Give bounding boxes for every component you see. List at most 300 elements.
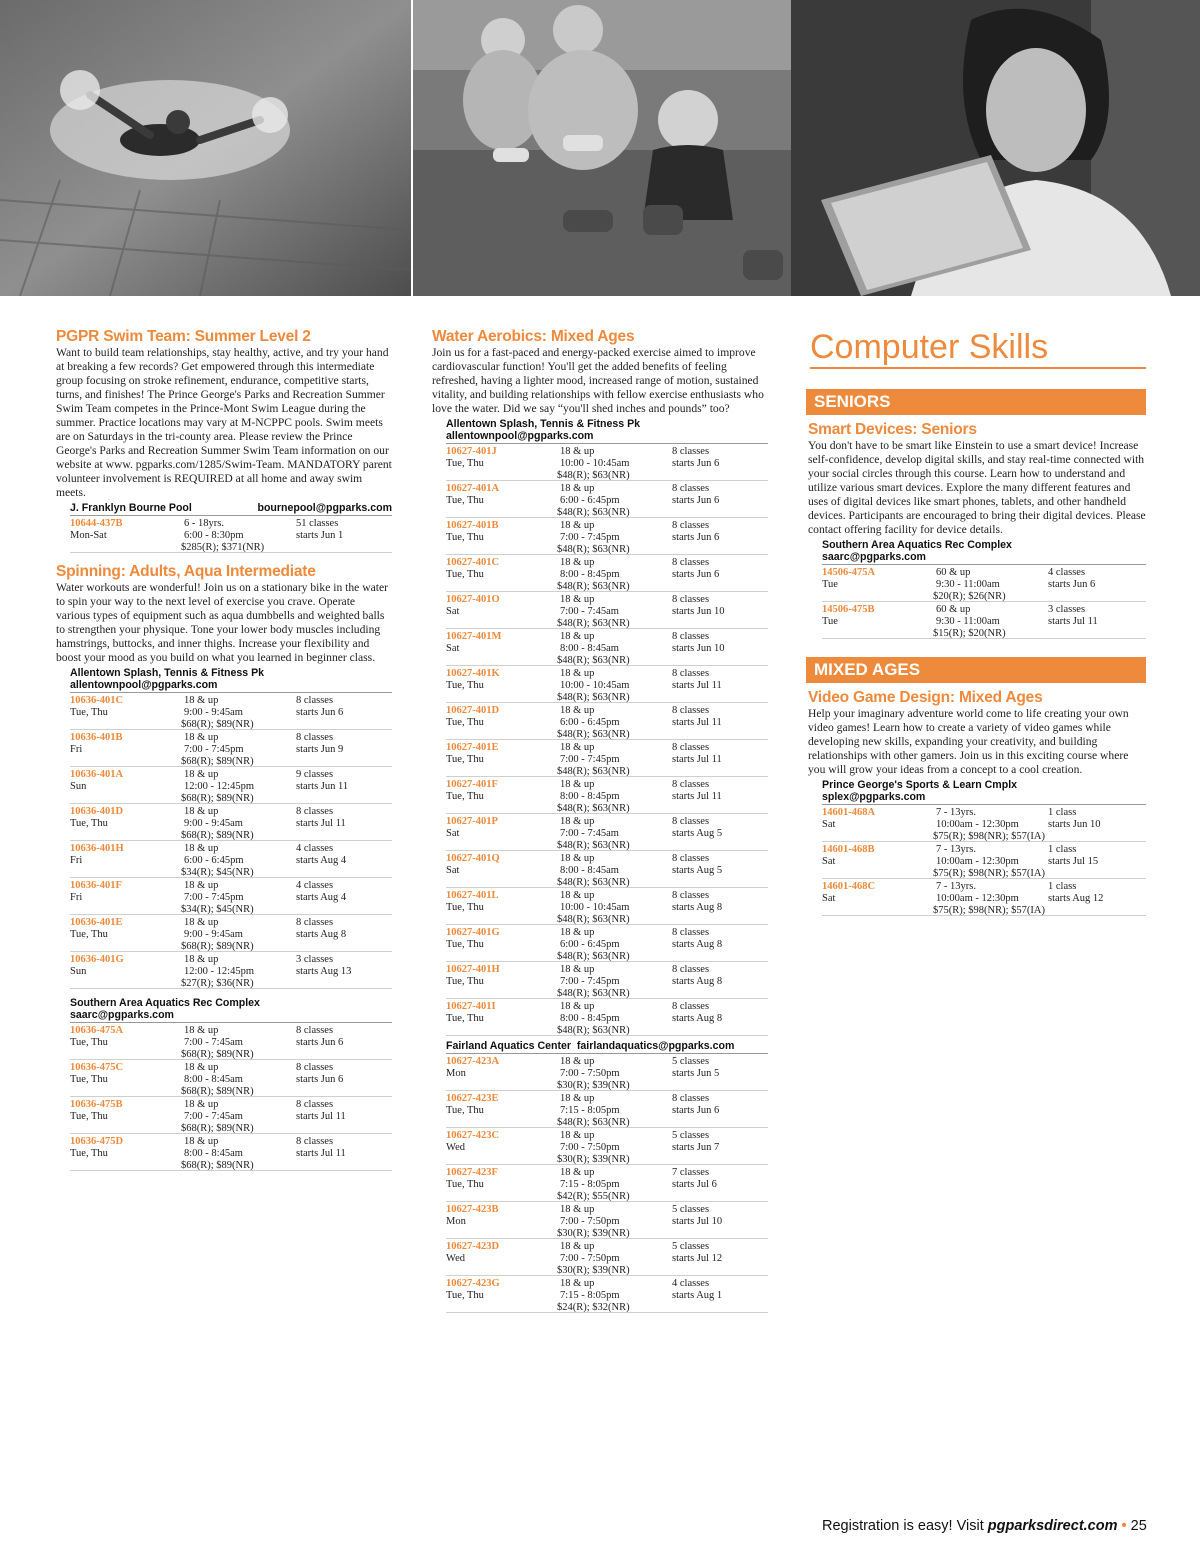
- mixed-ages-band: MIXED AGES: [806, 657, 1146, 683]
- course-classes: 8 classes: [672, 482, 710, 494]
- course-days: Tue, Thu: [446, 1104, 484, 1116]
- course-classes: 8 classes: [672, 556, 710, 568]
- course-start: starts Aug 8: [672, 975, 723, 987]
- course-age: 18 & up: [560, 1240, 595, 1252]
- course-start: starts Aug 5: [672, 864, 723, 876]
- course-start: starts Aug 5: [672, 827, 723, 839]
- course-code[interactable]: 10636-475A: [70, 1024, 124, 1036]
- course-days: Tue, Thu: [70, 1110, 108, 1122]
- course-time: 7:00 - 7:50pm: [560, 1215, 620, 1227]
- location-email[interactable]: bournepool@pgparks.com: [257, 502, 392, 514]
- course-code[interactable]: 10627-401E: [446, 741, 499, 753]
- course-price: $30(R); $39(NR): [557, 1154, 630, 1166]
- course-time: 8:00 - 8:45am: [184, 1073, 243, 1085]
- course-start: starts Jun 7: [672, 1141, 720, 1153]
- course-age: 18 & up: [184, 916, 219, 928]
- course-age: 18 & up: [560, 593, 595, 605]
- course-start: starts Jun 1: [296, 529, 344, 541]
- course-classes: 7 classes: [672, 1166, 710, 1178]
- smart-devices-description: You don't have to be smart like Einstein to use a smart device! Increase self-confidence, develop digital skills, and stay real-time connected with your social circles through this course. Learn how to understand and utilize various smart devices. Explore the many different features and uses of digital devices like smart phones, tablets, and other handheld devices. Participants are encouraged to bring their digital devices. Please contact offering facility for device details.: [808, 439, 1146, 536]
- course-time: 7:00 - 7:50pm: [560, 1252, 620, 1264]
- course-code[interactable]: 10627-401P: [446, 815, 498, 827]
- course-price: $75(R); $98(NR); $57(IA): [933, 905, 1045, 917]
- course-code[interactable]: 10627-401K: [446, 667, 500, 679]
- table-row: [70, 1134, 392, 1171]
- course-price: $48(R); $63(NR): [557, 581, 630, 593]
- course-code[interactable]: 10636-401H: [70, 842, 124, 854]
- smart-devices-title: Smart Devices: Seniors: [808, 421, 977, 438]
- course-age: 18 & up: [184, 1098, 219, 1110]
- course-start: starts Aug 13: [296, 965, 352, 977]
- table-row: [70, 516, 392, 553]
- course-days: Tue, Thu: [70, 817, 108, 829]
- location-email[interactable]: saarc@pgparks.com: [70, 1009, 174, 1021]
- course-days: Mon: [446, 1067, 466, 1079]
- location-header: [70, 667, 392, 693]
- location-name: Fairland Aquatics Center: [446, 1040, 571, 1052]
- location-header: [822, 779, 1146, 805]
- course-age: 18 & up: [560, 1055, 595, 1067]
- course-time: 10:00 - 10:45am: [560, 457, 630, 469]
- course-code[interactable]: 10627-401L: [446, 889, 499, 901]
- course-price: $68(R); $89(NR): [181, 1049, 254, 1061]
- course-price: $48(R); $63(NR): [557, 766, 630, 778]
- course-age: 18 & up: [560, 1277, 595, 1289]
- course-age: 18 & up: [560, 556, 595, 568]
- course-age: 18 & up: [560, 1092, 595, 1104]
- course-price: $15(R); $20(NR): [933, 628, 1006, 640]
- course-price: $68(R); $89(NR): [181, 941, 254, 953]
- course-price: $68(R); $89(NR): [181, 1086, 254, 1098]
- course-days: Sat: [446, 864, 460, 876]
- course-age: 18 & up: [184, 1135, 219, 1147]
- course-time: 10:00 - 10:45am: [560, 901, 630, 913]
- course-time: 12:00 - 12:45pm: [184, 780, 254, 792]
- course-classes: 5 classes: [672, 1240, 710, 1252]
- course-code[interactable]: 10627-423D: [446, 1240, 500, 1252]
- course-time: 8:00 - 8:45am: [184, 1147, 243, 1159]
- course-price: $48(R); $63(NR): [557, 655, 630, 667]
- course-classes: 8 classes: [296, 1098, 334, 1110]
- course-code[interactable]: 10627-401J: [446, 445, 497, 457]
- course-code[interactable]: 10627-423G: [446, 1277, 500, 1289]
- course-time: 7:15 - 8:05pm: [560, 1289, 620, 1301]
- course-start: starts Jul 11: [672, 753, 722, 765]
- course-age: 18 & up: [560, 852, 595, 864]
- course-age: 18 & up: [184, 694, 219, 706]
- course-classes: 8 classes: [672, 1000, 710, 1012]
- course-code[interactable]: 10627-401G: [446, 926, 500, 938]
- footer-text: Registration is easy! Visit: [822, 1518, 984, 1534]
- course-code[interactable]: 10636-475C: [70, 1061, 124, 1073]
- course-age: 18 & up: [560, 1203, 595, 1215]
- location-email[interactable]: allentownpool@pgparks.com: [70, 679, 218, 691]
- location-email[interactable]: splex@pgparks.com: [822, 791, 926, 803]
- course-code[interactable]: 10627-423C: [446, 1129, 500, 1141]
- course-start: starts Jun 6: [672, 457, 720, 469]
- course-time: 8:00 - 8:45am: [560, 864, 619, 876]
- course-time: 7:00 - 7:45pm: [560, 975, 620, 987]
- course-start: starts Jun 6: [672, 568, 720, 580]
- course-age: 18 & up: [560, 482, 595, 494]
- course-days: Fri: [70, 854, 83, 866]
- course-age: 18 & up: [560, 519, 595, 531]
- course-code[interactable]: 10636-401G: [70, 953, 124, 965]
- course-days: Sat: [822, 855, 836, 867]
- course-age: 18 & up: [184, 842, 219, 854]
- course-time: 6:00 - 6:45pm: [560, 494, 620, 506]
- footer-url[interactable]: pgparksdirect.com: [987, 1518, 1118, 1534]
- table-row: [446, 999, 768, 1036]
- course-days: Tue, Thu: [70, 928, 108, 940]
- course-start: starts Jun 6: [672, 531, 720, 543]
- table-row: [446, 851, 768, 888]
- course-price: $68(R); $89(NR): [181, 719, 254, 731]
- course-price: $30(R); $39(NR): [557, 1265, 630, 1277]
- course-classes: 8 classes: [296, 694, 334, 706]
- course-days: Tue, Thu: [446, 1012, 484, 1024]
- course-days: Sun: [70, 965, 87, 977]
- course-days: Tue, Thu: [446, 938, 484, 950]
- course-start: starts Aug 8: [296, 928, 347, 940]
- course-code[interactable]: 10627-401C: [446, 556, 500, 568]
- course-days: Tue, Thu: [446, 753, 484, 765]
- course-price: $24(R); $32(NR): [557, 1302, 630, 1314]
- course-classes: 8 classes: [296, 1024, 334, 1036]
- course-code[interactable]: 14506-475A: [822, 566, 876, 578]
- course-code[interactable]: 10627-401O: [446, 593, 500, 605]
- course-price: $48(R); $63(NR): [557, 840, 630, 852]
- course-time: 7:00 - 7:45am: [184, 1036, 243, 1048]
- course-code[interactable]: 10627-401H: [446, 963, 500, 975]
- course-classes: 5 classes: [672, 1129, 710, 1141]
- course-code[interactable]: 10636-401D: [70, 805, 124, 817]
- course-classes: 1 class: [1048, 806, 1077, 818]
- course-time: 10:00 - 10:45am: [560, 679, 630, 691]
- course-time: 10:00am - 12:30pm: [936, 892, 1019, 904]
- course-code[interactable]: 10636-401C: [70, 694, 124, 706]
- course-time: 10:00am - 12:30pm: [936, 818, 1019, 830]
- location-name: Southern Area Aquatics Rec Complex: [70, 997, 260, 1009]
- spinning-title: Spinning: Adults, Aqua Intermediate: [56, 563, 316, 580]
- location-name: Prince George's Sports & Learn Cmplx: [822, 779, 1018, 791]
- course-days: Wed: [446, 1141, 465, 1153]
- course-code[interactable]: 10636-475B: [70, 1098, 123, 1110]
- course-days: Tue: [822, 615, 838, 627]
- course-days: Sat: [822, 892, 836, 904]
- course-code[interactable]: 10627-423B: [446, 1203, 499, 1215]
- course-days: Sat: [446, 642, 460, 654]
- course-price: $48(R); $63(NR): [557, 1025, 630, 1037]
- course-age: 18 & up: [560, 445, 595, 457]
- table-row: [70, 1060, 392, 1097]
- table-row: [822, 565, 1146, 602]
- course-classes: 8 classes: [672, 445, 710, 457]
- course-age: 18 & up: [560, 667, 595, 679]
- course-code[interactable]: 10627-423F: [446, 1166, 498, 1178]
- course-price: $68(R); $89(NR): [181, 830, 254, 842]
- table-row: [70, 952, 392, 989]
- course-classes: 4 classes: [296, 842, 334, 854]
- course-days: Sat: [446, 827, 460, 839]
- table-row: [446, 777, 768, 814]
- location-name: J. Franklyn Bourne Pool: [70, 502, 192, 514]
- footer-separator: •: [1121, 1518, 1127, 1534]
- video-game-title: Video Game Design: Mixed Ages: [808, 689, 1043, 706]
- course-age: 6 - 18yrs.: [184, 517, 224, 529]
- table-row: [446, 814, 768, 851]
- course-time: 7:00 - 7:50pm: [560, 1141, 620, 1153]
- course-time: 9:00 - 9:45am: [184, 706, 243, 718]
- table-row: [446, 518, 768, 555]
- course-code[interactable]: 10636-401B: [70, 731, 123, 743]
- course-classes: 8 classes: [296, 916, 334, 928]
- course-classes: 3 classes: [1048, 603, 1086, 615]
- course-price: $48(R); $63(NR): [557, 470, 630, 482]
- course-code[interactable]: 14601-468B: [822, 843, 875, 855]
- course-age: 18 & up: [560, 889, 595, 901]
- course-time: 6:00 - 6:45pm: [184, 854, 244, 866]
- course-age: 18 & up: [184, 805, 219, 817]
- course-table: [822, 565, 1146, 639]
- course-days: Mon-Sat: [70, 529, 107, 541]
- course-table: [446, 444, 768, 1036]
- course-time: 9:00 - 9:45am: [184, 817, 243, 829]
- course-age: 18 & up: [184, 1024, 219, 1036]
- photo-senior-tablet: [791, 0, 1200, 296]
- course-days: Fri: [70, 743, 83, 755]
- course-start: starts Aug 8: [672, 1012, 723, 1024]
- course-classes: 8 classes: [296, 805, 334, 817]
- table-row: [70, 1097, 392, 1134]
- table-row: [446, 888, 768, 925]
- video-game-description: Help your imaginary adventure world come to life creating your own video games! Learn how to create a variety of video games while developing new skills, expanding your creativity, and building relationships with other gamers. Join us in this exciting course where you will grow your ideas from a concept to a cool creation.: [808, 707, 1129, 776]
- course-start: starts Jun 11: [296, 780, 349, 792]
- table-row: [446, 1128, 768, 1165]
- table-row: [822, 602, 1146, 639]
- course-price: $68(R); $89(NR): [181, 1160, 254, 1172]
- table-row: [70, 693, 392, 730]
- course-classes: 8 classes: [296, 1061, 334, 1073]
- course-classes: 4 classes: [296, 879, 334, 891]
- location-header: [822, 539, 1146, 565]
- table-row: [446, 592, 768, 629]
- computer-skills-heading: Computer Skills: [810, 328, 1146, 369]
- course-code[interactable]: 10627-401Q: [446, 852, 500, 864]
- course-classes: 8 classes: [672, 704, 710, 716]
- course-classes: 8 classes: [672, 630, 710, 642]
- table-row: [446, 1276, 768, 1313]
- course-start: starts Aug 8: [672, 901, 723, 913]
- course-table: [446, 1054, 768, 1313]
- course-classes: 4 classes: [672, 1277, 710, 1289]
- course-days: Tue, Thu: [70, 1036, 108, 1048]
- course-code[interactable]: 10627-423A: [446, 1055, 500, 1067]
- seniors-band: SENIORS: [806, 389, 1146, 415]
- course-start: starts Jun 10: [672, 642, 725, 654]
- water-aerobics-title: Water Aerobics: Mixed Ages: [432, 328, 635, 345]
- course-start: starts Jun 5: [672, 1067, 720, 1079]
- course-classes: 8 classes: [672, 519, 710, 531]
- footer: [822, 1518, 1147, 1534]
- course-start: starts Jul 15: [1048, 855, 1099, 867]
- course-price: $75(R); $98(NR); $57(IA): [933, 831, 1045, 843]
- course-start: starts Jun 6: [296, 1036, 344, 1048]
- table-row: [822, 805, 1146, 842]
- table-row: [446, 703, 768, 740]
- course-start: starts Jul 11: [1048, 615, 1098, 627]
- table-row: [70, 730, 392, 767]
- course-classes: 8 classes: [672, 963, 710, 975]
- table-row: [446, 740, 768, 777]
- course-time: 8:00 - 8:45pm: [560, 568, 620, 580]
- course-price: $34(R); $45(NR): [181, 904, 254, 916]
- course-start: starts Jul 11: [672, 790, 722, 802]
- location-email[interactable]: allentownpool@pgparks.com: [446, 430, 594, 442]
- course-age: 18 & up: [184, 768, 219, 780]
- course-price: $68(R); $89(NR): [181, 756, 254, 768]
- course-age: 18 & up: [560, 1166, 595, 1178]
- location-header: [446, 418, 768, 444]
- course-age: 7 - 13yrs.: [936, 880, 976, 892]
- course-price: $285(R); $371(NR): [181, 542, 265, 554]
- course-start: starts Aug 8: [672, 938, 723, 950]
- course-age: 18 & up: [560, 815, 595, 827]
- course-start: starts Jun 10: [672, 605, 725, 617]
- table-row: [446, 1091, 768, 1128]
- course-code[interactable]: 10627-423E: [446, 1092, 499, 1104]
- course-days: Tue, Thu: [446, 531, 484, 543]
- location-header: [70, 997, 392, 1023]
- course-time: 7:00 - 7:45am: [560, 827, 619, 839]
- location-email[interactable]: fairlandaquatics@pgparks.com: [576, 1040, 735, 1052]
- course-classes: 8 classes: [672, 889, 710, 901]
- course-price: $30(R); $39(NR): [557, 1080, 630, 1092]
- course-code[interactable]: 10627-401F: [446, 778, 498, 790]
- course-time: 7:00 - 7:45am: [184, 1110, 243, 1122]
- course-age: 18 & up: [560, 926, 595, 938]
- photo-strip: [0, 0, 1200, 296]
- course-table: [70, 693, 392, 989]
- swim-team-description: Want to build team relationships, stay healthy, active, and try your hand at breaking a few records? Get empowered through this intermediate group focusing on stroke refinement, endurance, competitive starts, turns, and finishes! The Prince George's Parks and Recreation Summer Swim Team competes in the Prince-Mont Swim League during the summer. Practice locations may vary at M-NCPPC pools. Swim meets are on Saturdays in the tri-county area. Please review the Prince George's Parks and Recreation Summer Swim Team information on our website at www. pgparks.com/1285/Swim-Team. MANDATORY parent volunteer involvement is REQUIRED at all home and away swim meets.: [56, 346, 392, 499]
- course-age: 18 & up: [560, 963, 595, 975]
- course-start: starts Jul 11: [672, 679, 722, 691]
- course-start: starts Jul 11: [296, 1110, 346, 1122]
- course-time: 7:00 - 7:45am: [560, 605, 619, 617]
- course-code[interactable]: 14601-468C: [822, 880, 876, 892]
- course-days: Sun: [70, 780, 87, 792]
- location-name: Allentown Splash, Tennis & Fitness Pk: [70, 667, 265, 679]
- course-age: 18 & up: [560, 778, 595, 790]
- table-row: [446, 1054, 768, 1091]
- course-price: $48(R); $63(NR): [557, 914, 630, 926]
- course-start: starts Jun 6: [296, 706, 344, 718]
- table-row: [70, 915, 392, 952]
- course-classes: 8 classes: [296, 731, 334, 743]
- course-code[interactable]: 10627-401A: [446, 482, 500, 494]
- course-time: 7:00 - 7:45pm: [560, 531, 620, 543]
- table-row: [446, 481, 768, 518]
- location-header: [70, 502, 392, 516]
- course-days: Tue, Thu: [446, 1178, 484, 1190]
- course-days: Tue, Thu: [70, 1073, 108, 1085]
- course-age: 18 & up: [184, 879, 219, 891]
- course-age: 18 & up: [560, 704, 595, 716]
- course-start: starts Jun 9: [296, 743, 344, 755]
- course-classes: 8 classes: [672, 1092, 710, 1104]
- column-1: [56, 328, 392, 1171]
- location-name: Southern Area Aquatics Rec Complex: [822, 539, 1012, 551]
- course-time: 10:00am - 12:30pm: [936, 855, 1019, 867]
- course-start: starts Jun 6: [1048, 578, 1096, 590]
- table-row: [70, 767, 392, 804]
- course-code[interactable]: 10644-437B: [70, 517, 123, 529]
- course-classes: 5 classes: [672, 1055, 710, 1067]
- course-days: Fri: [70, 891, 83, 903]
- course-classes: 51 classes: [296, 517, 339, 529]
- course-code[interactable]: 10636-475D: [70, 1135, 124, 1147]
- course-days: Tue, Thu: [446, 790, 484, 802]
- course-classes: 5 classes: [672, 1203, 710, 1215]
- course-age: 60 & up: [936, 566, 971, 578]
- course-classes: 8 classes: [672, 593, 710, 605]
- course-days: Tue, Thu: [70, 706, 108, 718]
- course-classes: 4 classes: [1048, 566, 1086, 578]
- column-3: [808, 328, 1146, 916]
- course-days: Wed: [446, 1252, 465, 1264]
- table-row: [70, 804, 392, 841]
- table-row: [70, 878, 392, 915]
- course-classes: 8 classes: [672, 667, 710, 679]
- course-code[interactable]: 14601-468A: [822, 806, 876, 818]
- course-time: 9:30 - 11:00am: [936, 615, 1000, 627]
- course-start: starts Jul 11: [672, 716, 722, 728]
- course-time: 7:15 - 8:05pm: [560, 1178, 620, 1190]
- course-start: starts Jun 10: [1048, 818, 1101, 830]
- course-code[interactable]: 10627-401I: [446, 1000, 496, 1012]
- course-code[interactable]: 10627-401B: [446, 519, 499, 531]
- table-row: [822, 879, 1146, 916]
- course-start: starts Jul 10: [672, 1215, 723, 1227]
- water-aerobics-description: Join us for a fast-paced and energy-packed exercise aimed to improve cardiovascular function! You'll get the added benefits of feeling refreshed, having a lighter mood, increased range of motion, sustained vitality, and building relationships with fellow exercise enthusiasts who love the water. Did we say “you'll shed inches and pounds” too?: [432, 346, 764, 415]
- course-code[interactable]: 10627-401M: [446, 630, 502, 642]
- course-code[interactable]: 14506-475B: [822, 603, 875, 615]
- course-days: Tue, Thu: [446, 1289, 484, 1301]
- location-email[interactable]: saarc@pgparks.com: [822, 551, 926, 563]
- course-time: 6:00 - 6:45pm: [560, 938, 620, 950]
- column-2: [432, 328, 768, 1313]
- course-days: Tue: [822, 578, 838, 590]
- course-time: 8:00 - 8:45pm: [560, 790, 620, 802]
- course-code[interactable]: 10636-401E: [70, 916, 123, 928]
- course-price: $68(R); $89(NR): [181, 793, 254, 805]
- course-table: [70, 516, 392, 553]
- course-code[interactable]: 10636-401F: [70, 879, 122, 891]
- course-age: 18 & up: [184, 731, 219, 743]
- course-days: Sat: [822, 818, 836, 830]
- course-time: 8:00 - 8:45pm: [560, 1012, 620, 1024]
- course-code[interactable]: 10627-401D: [446, 704, 500, 716]
- course-time: 12:00 - 12:45pm: [184, 965, 254, 977]
- course-code[interactable]: 10636-401A: [70, 768, 124, 780]
- course-start: starts Jun 6: [672, 1104, 720, 1116]
- course-days: Tue, Thu: [446, 975, 484, 987]
- course-start: starts Aug 4: [296, 854, 347, 866]
- course-price: $30(R); $39(NR): [557, 1228, 630, 1240]
- photo-swimmer: [0, 0, 411, 296]
- page-number: 25: [1130, 1518, 1147, 1534]
- course-age: 18 & up: [184, 953, 219, 965]
